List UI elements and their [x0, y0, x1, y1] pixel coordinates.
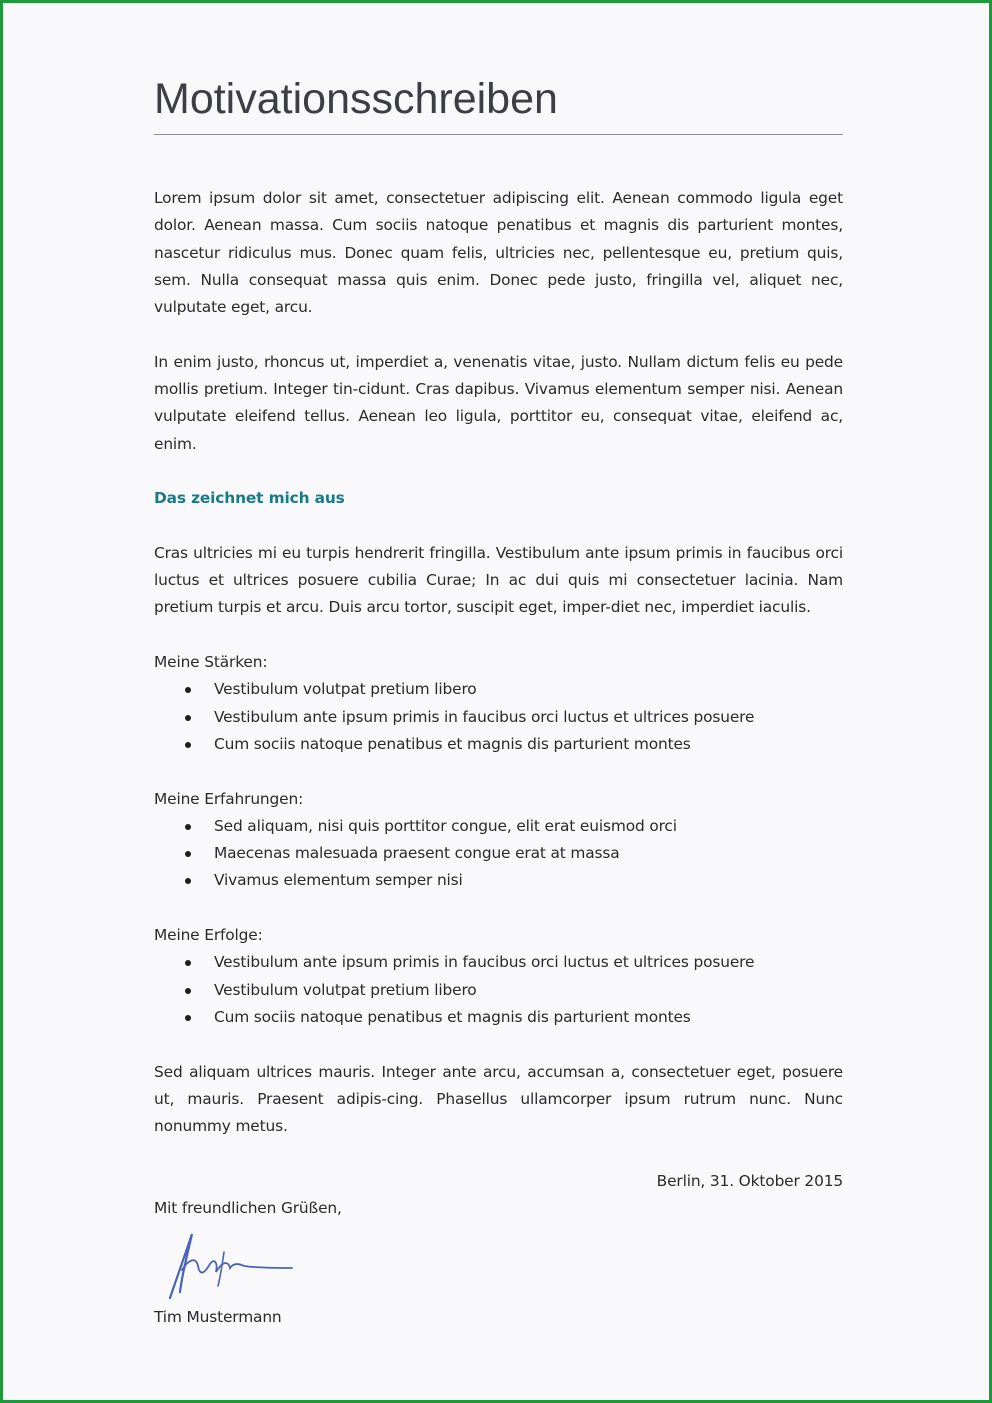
greeting: Mit freundlichen Grüßen,	[154, 1198, 342, 1217]
place-date: Berlin, 31. Oktober 2015	[656, 1171, 843, 1190]
bullet-icon	[185, 715, 191, 721]
section-heading: Das zeichnet mich aus	[154, 489, 345, 508]
list-item: Sed aliquam, nisi quis porttitor congue, elit erat euismod orci	[154, 813, 843, 840]
signature-image	[154, 1222, 843, 1304]
section-paragraph: Cras ultricies mi eu turpis hendrerit fringilla. Vestibulum ante ipsum primis in faucibus orci luctus et ultrices posuere cubilia Curae; In ac dui quis mi consectetuer lacinia. Nam pretium turpis et arcu. Duis arcu tortor, suscipit eget, imper-diet nec, imperdiet iaculis.	[154, 543, 843, 617]
body-paragraph-2: In enim justo, rhoncus ut, imperdiet a, venenatis vitae, justo. Nullam dictum felis eu pede mollis pretium. Integer tin-cidunt. Cras dapibus. Vivamus elementum semper nisi. Aenean vulputate eleifend tellus. Aenean leo ligula, porttitor eu, consequat vitae, eleifend ac, enim.	[154, 352, 843, 453]
bullet-icon	[185, 960, 191, 966]
letter-page	[154, 73, 843, 1332]
experience-label: Meine Erfahrungen:	[154, 789, 304, 808]
signer-name: Tim Mustermann	[154, 1308, 282, 1327]
list-item: Vivamus elementum semper nisi	[154, 867, 843, 894]
list-item: Vestibulum ante ipsum primis in faucibus orci luctus et ultrices posuere	[154, 704, 843, 731]
bullet-icon	[185, 851, 191, 857]
list-item: Vestibulum volutpat pretium libero	[154, 676, 843, 703]
list-item: Cum sociis natoque penatibus et magnis dis parturient montes	[154, 1004, 843, 1031]
bullet-icon	[185, 988, 191, 994]
experience-list	[154, 813, 843, 895]
strengths-list	[154, 676, 843, 758]
bullet-icon	[185, 742, 191, 748]
bullet-icon	[185, 824, 191, 830]
list-item: Vestibulum volutpat pretium libero	[154, 977, 843, 1004]
achievements-list	[154, 949, 843, 1031]
bullet-icon	[185, 687, 191, 693]
bullet-icon	[185, 878, 191, 884]
document-title: Motivationsschreiben	[154, 75, 558, 123]
signature-icon	[158, 1222, 298, 1304]
list-item: Maecenas malesuada praesent congue erat at massa	[154, 840, 843, 867]
list-item: Cum sociis natoque penatibus et magnis dis parturient montes	[154, 731, 843, 758]
closing-paragraph: Sed aliquam ultrices mauris. Integer ante arcu, accumsan a, consectetuer eget, posuere ut, mauris. Praesent adipis-cing. Phasellus ullamcorper ipsum rutrum nunc. Nunc nonummy metus.	[154, 1062, 843, 1136]
body-paragraph-1: Lorem ipsum dolor sit amet, consectetuer adipiscing elit. Aenean commodo ligula eget dolor. Aenean massa. Cum sociis natoque penatibus et magnis dis parturient montes, nascetur ridiculus mus. Donec quam felis, ultricies nec, pellentesque eu, pretium quis, sem. Nulla consequat massa quis enim. Donec pede justo, fringilla vel, aliquet nec, vulputate eget, arcu.	[154, 189, 843, 317]
list-item: Vestibulum ante ipsum primis in faucibus orci luctus et ultrices posuere	[154, 949, 843, 976]
strengths-label: Meine Stärken:	[154, 653, 268, 672]
achievements-label: Meine Erfolge:	[154, 926, 263, 945]
bullet-icon	[185, 1015, 191, 1021]
